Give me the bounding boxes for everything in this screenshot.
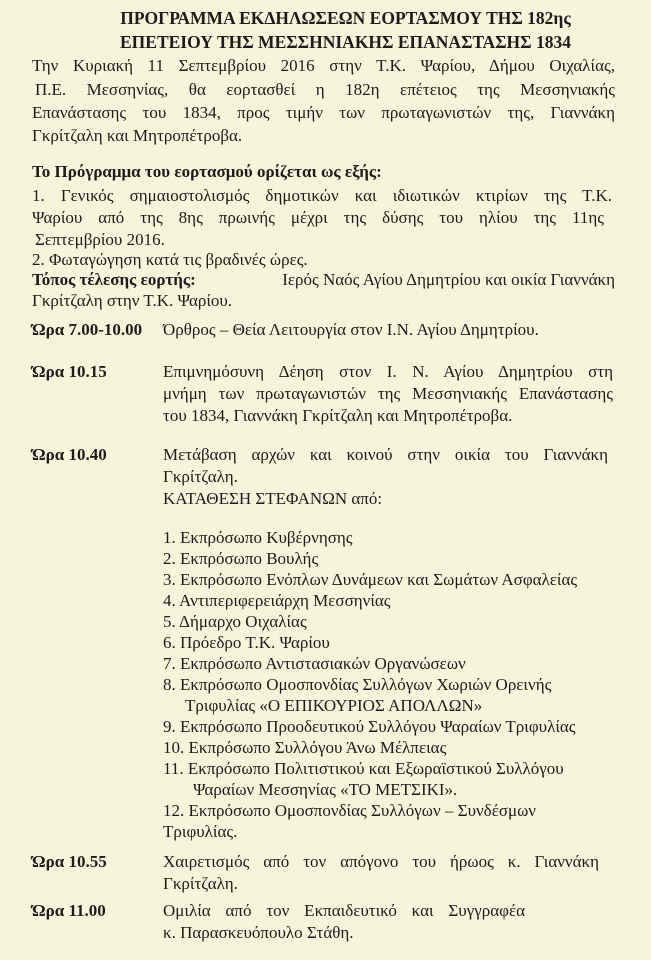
schedule-text: Γκρίτζαλη. [163, 874, 238, 893]
venue-line [32, 270, 615, 290]
program-item: Σεπτεμβρίου 2016. [35, 230, 165, 249]
list-item: Τριφυλίας. [163, 822, 238, 841]
list-item: Τριφυλίας «Ο ΕΠΙΚΟΥΡΙΟΣ ΑΠΟΛΛΩΝ» [185, 696, 483, 715]
venue-text-2: Γκρίτζαλη στην Τ.Κ. Ψαρίου. [32, 291, 233, 310]
schedule-text: Επιμνημόσυνη Δέηση στον Ι. Ν. Αγίου Δημητρίου στη [163, 362, 613, 381]
schedule-text: Μετάβαση αρχών και κοινού στην οικία του Γιαννάκη [163, 445, 608, 464]
schedule-time: Ώρα 7.00-10.00 [32, 320, 143, 339]
intro-line: Επανάστασης του 1834, προς τιμήν των πρωταγωνιστών της, Γιαννάκη [32, 103, 615, 122]
title-line-2: ΕΠΕΤΕΙΟΥ ΤΗΣ ΜΕΣΣΗΝΙΑΚΗΣ ΕΠΑΝΑΣΤΑΣΗΣ 1834 [119, 32, 571, 52]
schedule-time: Ώρα 11.00 [32, 901, 106, 920]
list-item: 4. Αντιπεριφερειάρχη Μεσσηνίας [163, 591, 391, 610]
list-item: Ψαραίων Μεσσηνίας «ΤΟ ΜΕΤΣΙΚΙ». [193, 780, 458, 799]
program-item: Ψαρίου από της 8ης πρωινής μέχρι της δύσης του ηλίου της 11ης [32, 208, 604, 227]
program-item: 2. Φωταγώγηση κατά τις βραδινές ώρες. [32, 250, 308, 269]
list-item: 3. Εκπρόσωπο Ενόπλων Δυνάμεων και Σωμάτων Ασφαλείας [163, 570, 578, 589]
list-item: 12. Εκπρόσωπο Ομοσπονδίας Συλλόγων – Συνδέσμων [163, 801, 536, 820]
list-item: 7. Εκπρόσωπο Αντιστασιακών Οργανώσεων [163, 654, 466, 673]
schedule-text: μνήμη των πρωταγωνιστών της Μεσσηνιακής Επανάστασης [163, 384, 613, 403]
schedule-time: Ώρα 10.15 [32, 362, 107, 381]
list-item: 5. Δήμαρχο Οιχαλίας [163, 612, 307, 631]
list-item: 10. Εκπρόσωπο Συλλόγου Άνω Μέλπειας [163, 738, 447, 757]
program-heading: Το Πρόγραμμα του εορτασμού ορίζεται ως εξής: [32, 162, 382, 181]
intro-line: Την Κυριακή 11 Σεπτεμβρίου 2016 στην Τ.Κ. Ψαρίου, Δήμου Οιχαλίας, [32, 56, 615, 75]
schedule-text: κ. Παρασκευόπουλο Στάθη. [163, 923, 354, 942]
venue-label: Τόπος τέλεσης εορτής: [32, 270, 196, 289]
list-item: 9. Εκπρόσωπο Προοδευτικού Συλλόγου Ψαραίων Τριφυλίας [163, 717, 576, 736]
schedule-text: Ομιλία από τον Εκπαιδευτικό και Συγγραφέα [163, 901, 525, 920]
program-item: 1. Γενικός σημαιοστολισμός δημοτικών και ιδιωτικών κτιρίων της Τ.Κ. [32, 186, 612, 205]
list-item: 2. Εκπρόσωπο Βουλής [163, 549, 319, 568]
intro-line: Π.Ε. Μεσσηνίας, θα εορτασθεί η 182η επέτειος της Μεσσηνιακής [35, 80, 615, 99]
list-item: 11. Εκπρόσωπο Πολιτιστικού και Εξωραϊστικού Συλλόγου [163, 759, 564, 778]
schedule-time: Ώρα 10.55 [32, 852, 107, 871]
list-item: 1. Εκπρόσωπο Κυβέρνησης [163, 528, 353, 547]
schedule-time: Ώρα 10.40 [32, 445, 107, 464]
schedule-text: Όρθρος – Θεία Λειτουργία στον Ι.Ν. Αγίου Δημητρίου. [163, 320, 539, 339]
schedule-text: του 1834, Γιαννάκη Γκρίτζαλη και Μητροπέτροβα. [163, 406, 513, 425]
wreaths-heading: ΚΑΤΑΘΕΣΗ ΣΤΕΦΑΝΩΝ από: [163, 489, 383, 508]
schedule-text: Χαιρετισμός από τον απόγονο του ήρωος κ. Γιαννάκη [163, 852, 599, 871]
list-item: 8. Εκπρόσωπο Ομοσπονδίας Συλλόγων Χωριών Ορεινής [163, 675, 552, 694]
list-item: 6. Πρόεδρο Τ.Κ. Ψαρίου [163, 633, 330, 652]
intro-line: Γκρίτζαλη και Μητροπέτροβα. [32, 126, 243, 145]
schedule-text: Γκρίτζαλη. [163, 467, 238, 486]
title-line-1: ΠΡΟΓΡΑΜΜΑ ΕΚΔΗΛΩΣΕΩΝ ΕΟΡΤΑΣΜΟΥ ΤΗΣ 182ης [120, 8, 571, 28]
venue-text: Ιερός Ναός Αγίου Δημητρίου και οικία Γιαννάκη [282, 270, 615, 289]
